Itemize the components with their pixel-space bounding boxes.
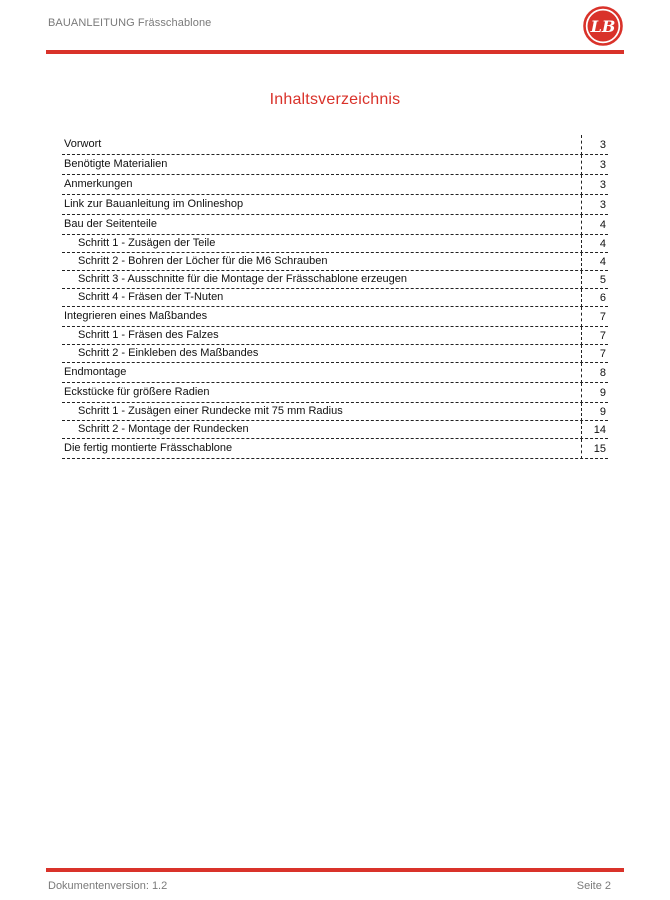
- toc-entry-page: 7: [581, 345, 608, 363]
- toc-entry-label: Integrieren eines Maßbandes: [64, 310, 208, 322]
- logo-text: LB: [590, 17, 616, 36]
- toc-entry-page: 4: [581, 235, 608, 253]
- toc-entry-page: 7: [581, 307, 608, 327]
- toc-entry[interactable]: [62, 175, 608, 195]
- toc-entry[interactable]: [62, 327, 608, 345]
- toc-entry-label: Schritt 3 - Ausschnitte für die Montage der Frässchablone erzeugen: [78, 273, 407, 285]
- toc-entry-label: Vorwort: [64, 138, 102, 150]
- toc-entry-label: Link zur Bauanleitung im Onlineshop: [64, 198, 244, 210]
- toc-entry[interactable]: [62, 439, 608, 459]
- toc-entry[interactable]: [62, 345, 608, 363]
- toc-entry-page: 7: [581, 327, 608, 345]
- toc-entry-page: 3: [581, 135, 608, 155]
- toc-entry-page: 6: [581, 289, 608, 307]
- toc-entry-page: 14: [581, 421, 608, 439]
- header-title: BAUANLEITUNG Frässchablone: [48, 17, 212, 29]
- toc-entry[interactable]: [62, 421, 608, 439]
- toc-entry[interactable]: [62, 271, 608, 289]
- toc-entry[interactable]: [62, 155, 608, 175]
- toc-entry-page: 9: [581, 403, 608, 421]
- toc-entry[interactable]: [62, 195, 608, 215]
- toc-title: Inhaltsverzeichnis: [269, 91, 401, 108]
- toc-entry-page: 15: [581, 439, 608, 459]
- toc-entry-label: Schritt 2 - Bohren der Löcher für die M6 Schrauben: [78, 255, 328, 267]
- toc-entry-label: Schritt 4 - Fräsen der T-Nuten: [78, 291, 224, 303]
- footer-rule: [46, 868, 624, 872]
- header-rule: [46, 50, 624, 54]
- toc-entry-page: 5: [581, 271, 608, 289]
- toc-entry[interactable]: [62, 383, 608, 403]
- page-number: Seite 2: [576, 880, 611, 892]
- toc-entry-label: Schritt 1 - Fräsen des Falzes: [78, 329, 219, 341]
- toc-entry-label: Die fertig montierte Frässchablone: [64, 442, 233, 454]
- toc-entry[interactable]: [62, 363, 608, 383]
- toc-entry-label: Benötigte Materialien: [64, 158, 168, 170]
- toc-entry-label: Schritt 1 - Zusägen einer Rundecke mit 75 mm Radius: [78, 405, 343, 417]
- toc-entry-page: 3: [581, 175, 608, 195]
- toc-entry-page: 8: [581, 363, 608, 383]
- toc-entry-page: 3: [581, 195, 608, 215]
- toc-entry-label: Schritt 1 - Zusägen der Teile: [78, 237, 216, 249]
- toc-entry-label: Eckstücke für größere Radien: [64, 386, 210, 398]
- toc-entry-page: 9: [581, 383, 608, 403]
- toc-entry-label: Schritt 2 - Montage der Rundecken: [78, 423, 249, 435]
- toc-entry-label: Anmerkungen: [64, 178, 133, 190]
- toc-entry-label: Endmontage: [64, 366, 127, 378]
- table-of-contents: [62, 135, 608, 459]
- brand-logo-icon: [582, 5, 624, 47]
- toc-entry-label: Schritt 2 - Einkleben des Maßbandes: [78, 347, 259, 359]
- toc-entry[interactable]: [62, 253, 608, 271]
- toc-entry-page: 4: [581, 253, 608, 271]
- toc-entry[interactable]: [62, 307, 608, 327]
- toc-entry-page: 4: [581, 215, 608, 235]
- toc-entry[interactable]: [62, 135, 608, 155]
- toc-entry[interactable]: [62, 289, 608, 307]
- toc-entry-label: Bau der Seitenteile: [64, 218, 157, 230]
- toc-entry[interactable]: [62, 215, 608, 235]
- toc-entry[interactable]: [62, 235, 608, 253]
- toc-entry[interactable]: [62, 403, 608, 421]
- toc-entry-page: 3: [581, 155, 608, 175]
- document-version: Dokumentenversion: 1.2: [48, 880, 168, 892]
